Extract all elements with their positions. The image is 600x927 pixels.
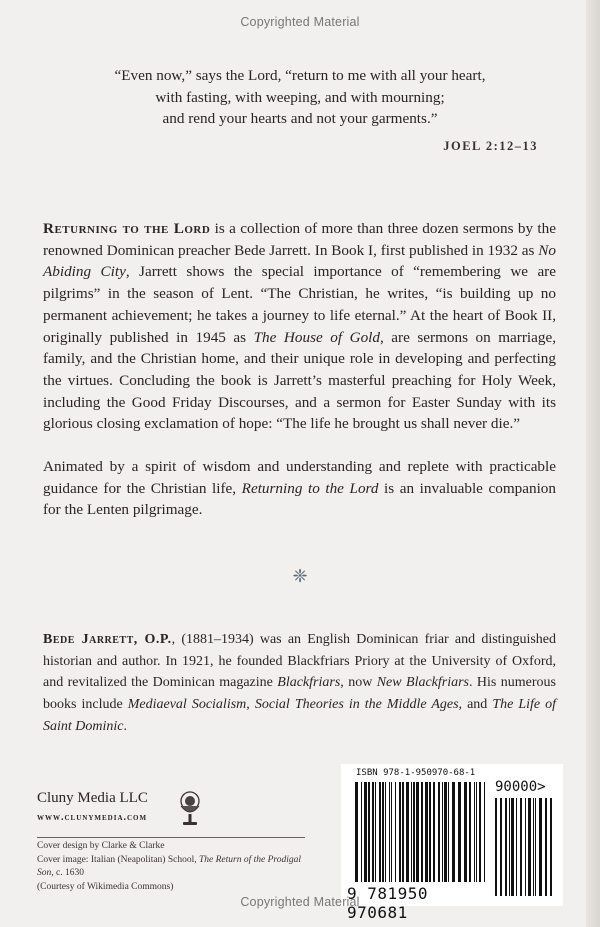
- cover-image-credit: Cover image: Italian (Neapolitan) School, The Return of the Prodigal Son, c. 1630: [37, 854, 302, 879]
- book-title-lead: Returning to the Lord: [43, 220, 211, 237]
- barcode-bar: [495, 798, 497, 896]
- barcode-bar: [411, 782, 412, 882]
- barcode-bar: [464, 782, 467, 882]
- barcode-bar: [399, 782, 401, 882]
- publisher-url: www.clunymedia.com: [37, 812, 148, 823]
- epigraph: [60, 65, 540, 157]
- epigraph-reference: JOEL 2:12–13: [443, 138, 538, 153]
- barcode-bar: [474, 782, 475, 882]
- barcode-bar: [395, 782, 396, 882]
- credits-divider: [37, 837, 305, 838]
- cover-design-credit: Cover design by Clarke & Clarke: [37, 841, 165, 851]
- barcode-bar: [452, 782, 455, 882]
- barcode-bar: [535, 798, 536, 896]
- barcode-bar: [416, 782, 419, 882]
- spine-edge: [586, 0, 600, 927]
- barcode-bar: [442, 782, 443, 882]
- chalice-logo-icon: [176, 790, 204, 830]
- barcode-bar: [479, 782, 481, 882]
- barcode-bar: [458, 782, 461, 882]
- barcode-bar: [406, 782, 409, 882]
- book-description: [43, 218, 556, 542]
- barcode-bar: [425, 782, 428, 882]
- barcode-bar: [545, 798, 547, 896]
- isbn-barcode: [341, 764, 563, 922]
- barcode-bar: [385, 782, 386, 882]
- barcode-bar: [511, 798, 514, 896]
- barcode-bar: [550, 798, 552, 896]
- description-paragraph-2: Animated by a spirit of wisdom and understanding and replete with practicable guidance for the Christian life, Returning to the Lord is an invaluable companion for the Lenten pilgrimage.: [43, 458, 556, 519]
- barcode-bar: [429, 782, 431, 882]
- barcode-bars: [355, 782, 489, 882]
- epigraph-line-3: and rend your hearts and not your garments.”: [162, 110, 438, 127]
- barcode-bar: [533, 798, 534, 896]
- isbn-label: ISBN 978-1-950970-68-1: [356, 768, 476, 778]
- barcode-bar: [469, 782, 471, 882]
- barcode-bar: [355, 782, 358, 882]
- barcode-bar: [516, 798, 517, 896]
- author-name: Bede Jarrett, O.P.: [43, 632, 172, 647]
- description-paragraph-1: Returning to the Lord is a collection of more than three dozen sermons by the renowned Dominican preacher Bede Jarrett. In Book I, first published in 1932 as No Abiding City, Jarrett shows the special importance of “remembering we are pilgrims” in the season of Lent. “The Christian, he writes, “is building up no permanent achievement; he takes a journey to life eternal.” At the heart of Book II, originally published in 1945 as The House of Gold, are sermons on marriage, family, and the Christian home, and their unique role in developing and perfecting the virtues. Concluding the book is Jarrett’s masterful preaching for Holy Week, including the Good Friday Discourses, and a sermon for Easter Sunday with its glorious closing exclamation of hope: “The life he brought us shall never die.”: [43, 220, 557, 433]
- barcode-bar: [375, 782, 376, 882]
- barcode-bar: [382, 782, 384, 882]
- barcode-bar: [389, 782, 390, 882]
- barcode-bar: [413, 782, 415, 882]
- epigraph-line-1: “Even now,” says the Lord, “return to me with all your heart,: [114, 67, 486, 84]
- copyright-watermark-top: Copyrighted Material: [240, 15, 360, 29]
- barcode-bar: [484, 782, 485, 882]
- barcode-bar: [368, 782, 370, 882]
- price-barcode-bars: [495, 798, 553, 896]
- barcode-bar: [421, 782, 423, 882]
- barcode-bar: [500, 798, 502, 896]
- epigraph-line-2: with fasting, with weeping, and with mourning;: [155, 88, 445, 106]
- barcode-bar: [391, 782, 392, 882]
- isbn-number: 9 781950 970681: [347, 884, 429, 922]
- barcode-bar: [509, 798, 510, 896]
- barcode-bar: [539, 798, 542, 896]
- publisher-block: [37, 790, 197, 823]
- price-code: 90000>: [495, 779, 546, 795]
- barcode-bar: [379, 782, 381, 882]
- barcode-bar: [505, 798, 507, 896]
- barcode-bar: [433, 782, 435, 882]
- barcode-bar: [402, 782, 404, 882]
- cover-credits: [37, 840, 307, 894]
- book-title-no-abiding-city: No Abiding City: [43, 241, 556, 281]
- book-title-inline: Returning to the Lord: [241, 479, 379, 497]
- barcode-bar: [444, 782, 447, 882]
- publisher-name: Cluny Media LLC: [37, 790, 148, 806]
- barcode-bar: [438, 782, 440, 882]
- barcode-bar: [528, 798, 531, 896]
- author-bio: Bede Jarrett, O.P., (1881–1934) was an English Dominican friar and distinguished historian and author. In 1921, he founded Blackfriars Priory at the University of Oxford, and revitalized the Dominican magazine Blackfriars, now New Blackfriars. His numerous books include Mediaeval Socialism, Social Theories in the Middle Ages, and The Life of Saint Dominic.: [43, 632, 557, 734]
- barcode-bar: [525, 798, 526, 896]
- book-title-house-of-gold: The House of Gold: [253, 328, 380, 346]
- barcode-bar: [364, 782, 367, 882]
- ornament-divider-icon: ❈: [292, 566, 308, 586]
- courtesy-credit: (Courtesy of Wikimedia Commons): [37, 881, 174, 892]
- barcode-bar: [361, 782, 362, 882]
- barcode-bar: [520, 798, 522, 896]
- barcode-bar: [476, 782, 477, 882]
- copyright-watermark-bottom: Copyrighted Material: [240, 895, 360, 909]
- barcode-bar: [448, 782, 449, 882]
- barcode-bar: [372, 782, 374, 882]
